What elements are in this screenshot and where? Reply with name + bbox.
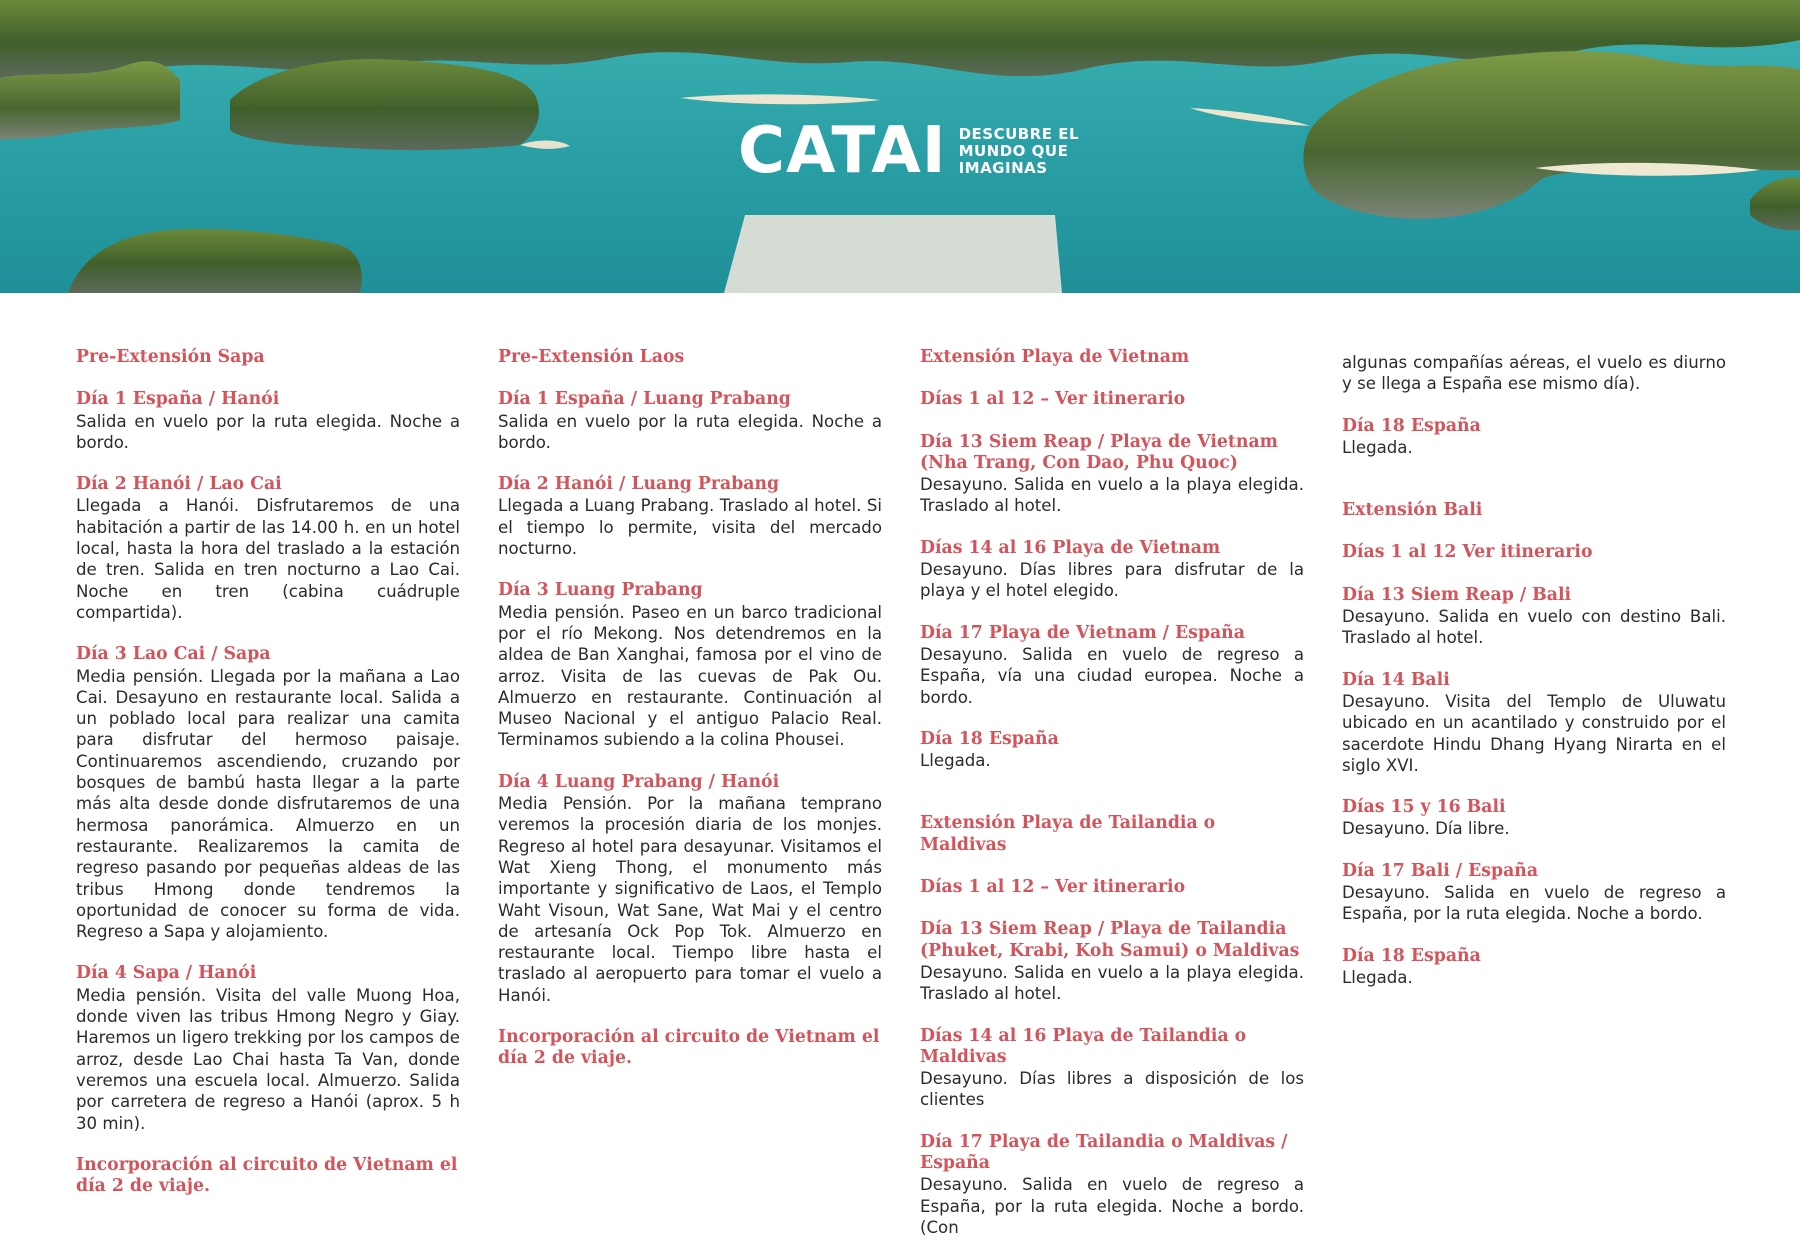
day-heading: Día 1 España / Hanói [76,389,280,410]
spacer [920,856,1304,877]
day-heading: Días 14 al 16 Playa de Vietnam [920,537,1221,558]
spacer [920,602,1304,623]
spacer [1342,395,1726,416]
spacer [1342,840,1726,861]
day-description: Desayuno. Visita del Templo de Uluwatu ubicado en un acantilado y construido por el sacerdote Hindu Dhang Hyang Nirarta en el siglo XVI. [1342,691,1726,775]
day-heading: Días 15 y 16 Bali [1342,797,1506,818]
day-description: Desayuno. Día libre. [1342,819,1510,839]
day-heading: Día 18 España [920,728,1059,749]
spacer [1342,564,1726,585]
day-heading: Día 13 Siem Reap / Playa de Vietnam (Nha Trang, Con Dao, Phu Quoc) [920,431,1278,473]
spacer [76,1134,460,1155]
day-description: Desayuno. Días libres a disposición de los clientes [920,1069,1304,1110]
spacer [76,453,460,474]
day-heading: Pre-Extensión Sapa [76,347,265,367]
day-description: Media pensión. Visita del valle Muong Hoa, donde viven las tribus Hmong Negro y Giay. Haremos un ligero trekking por los campos de arroz, desde Lao Chai hasta Ta Van, donde veremos una escuela local. Almuerzo. Salida por carretera de regreso a Hanói (aprox. 5 h 30 min). [76,985,460,1133]
spacer [498,453,882,474]
day-heading: Días 1 al 12 – Ver itinerario [920,877,1186,898]
column-extension-bali [1342,352,1726,988]
day-heading: Día 3 Luang Prabang [498,580,703,601]
day-description: Media Pensión. Por la mañana temprano veremos la procesión diaria de los monjes. Regreso al hotel para desayunar. Visitamos el Wat Xieng Thong, el monumento más importante y significativo de Laos, el Templo Waht Visoun, Wat Sane, Wat Mai y el centro de artesanía Ock Pop Tok. Almuerzo en restaurante local. Tiempo libre hasta el traslado al aeropuerto para tomar el vuelo a Hanói. [498,794,882,1005]
day-heading: Día 18 España [1342,415,1481,436]
spacer [920,898,1304,919]
spacer [498,751,882,772]
day-heading: Día 1 España / Luang Prabang [498,389,791,410]
section-spacer [1342,458,1726,500]
day-description: Salida en vuelo por la ruta elegida. Noche a bordo. [76,411,460,452]
day-heading: Extensión Bali [1342,500,1483,521]
spacer [76,368,460,389]
day-heading: Días 14 al 16 Playa de Tailandia o Maldivas [920,1025,1247,1067]
day-description: Llegada a Hanói. Disfrutaremos de una habitación a partir de las 14.00 h. en un hotel local, hasta la hora del traslado a la estación de tren. Salida en tren nocturno a Lao Cai. Noche en tren (cabina cuádruple compartida). [76,496,460,622]
spacer [920,1005,1304,1026]
day-description: Desayuno. Días libres para disfrutar de la playa y el hotel elegido. [920,560,1304,601]
day-heading: Día 2 Hanói / Luang Prabang [498,474,780,495]
tagline-line: MUNDO QUE [958,141,1069,160]
day-heading: Extensión Playa de Vietnam [920,347,1190,367]
day-heading: Día 13 Siem Reap / Bali [1342,584,1572,605]
spacer [1342,776,1726,797]
spacer [498,559,882,580]
logo-wordmark: CATAI [738,114,947,188]
spacer [76,623,460,644]
day-description: Llegada a Luang Prabang. Traslado al hotel. Si el tiempo lo permite, visita del mercado nocturno. [498,496,882,559]
day-description: Desayuno. Salida en vuelo con destino Bali. Traslado al hotel. [1342,607,1726,648]
day-heading: Día 17 Playa de Tailandia o Maldivas / España [920,1131,1288,1174]
day-description: Llegada. [1342,437,1413,457]
spacer [498,368,882,389]
day-description: Media pensión. Paseo en un barco tradicional por el río Mekong. Nos detendremos en la aldea de Ban Xanghai, famosa por el vino de arroz. Visita de las cuevas de Pak Ou. Almuerzo en restaurante. Continuación al Museo Nacional y el antiguo Palacio Real. Terminamos subiendo a la colina Phousei. [498,602,882,750]
spacer [920,368,1304,389]
spacer [920,517,1304,538]
day-heading: Días 1 al 12 Ver itinerario [1342,542,1593,563]
spacer [1342,649,1726,670]
day-heading: Incorporación al circuito de Vietnam el día 2 de viaje. [76,1154,458,1197]
tagline-line: DESCUBRE EL [958,124,1080,143]
spacer [920,708,1304,729]
day-description: Salida en vuelo por la ruta elegida. Noche a bordo. [498,411,882,452]
section-spacer [920,771,1304,813]
day-heading: Extensión Playa de Tailandia o Maldivas [920,813,1216,855]
day-description: Desayuno. Salida en vuelo a la playa elegida. Traslado al hotel. [920,962,1304,1004]
column-pre-extension-sapa [76,347,460,1197]
day-description: Desayuno. Salida en vuelo a la playa elegida. Traslado al hotel. [920,475,1304,516]
spacer [920,411,1304,432]
day-description: Media pensión. Llegada por la mañana a Lao Cai. Desayuno en restaurante local. Salida a un poblado local para realizar una camita para disfrutar del hermoso paisaje. Continuaremos ascendiendo, cruzando por bosques de bambú hasta llegar a la parte más alta desde donde disfrutaremos de una hermosa panorámica. Almuerzo en un restaurante. Realizaremos la camita de regreso pasando por pequeñas aldeas de las tribus Hmong donde tendremos la oportunidad de conocer su forma de vida. Regreso a Sapa y alojamiento. [76,666,460,942]
spacer [1342,925,1726,946]
day-heading: Día 13 Siem Reap / Playa de Tailandia (Phuket, Krabi, Koh Samui) o Maldivas [920,919,1300,961]
day-heading: Día 4 Luang Prabang / Hanói [498,771,780,792]
day-heading: Día 17 Bali / España [1342,860,1539,881]
day-heading: Día 17 Playa de Vietnam / España [920,622,1245,643]
spacer [920,1111,1304,1132]
day-heading: Día 18 España [1342,945,1481,966]
day-heading: Día 3 Lao Cai / Sapa [76,644,271,665]
day-description: Desayuno. Salida en vuelo de regreso a España, por la ruta elegida. Noche a bordo. (Con [920,1175,1304,1237]
day-heading: Día 4 Sapa / Hanói [76,963,257,984]
day-description: Llegada. [1342,967,1413,987]
tagline-line: IMAGINAS [958,158,1048,177]
day-heading: Días 1 al 12 – Ver itinerario [920,389,1186,410]
column-extension-beaches [920,347,1304,1238]
day-description: Desayuno. Salida en vuelo de regreso a España, por la ruta elegida. Noche a bordo. [1342,883,1726,924]
spacer [76,942,460,963]
day-heading: Incorporación al circuito de Vietnam el día 2 de viaje. [498,1027,880,1069]
day-heading: Día 2 Hanói / Lao Cai [76,474,282,495]
spacer [1342,521,1726,542]
day-description: algunas compañías aéreas, el vuelo es diurno y se llega a España ese mismo día). [1342,353,1726,394]
day-heading: Día 14 Bali [1342,669,1450,690]
day-heading: Pre-Extensión Laos [498,347,685,367]
day-description: Desayuno. Salida en vuelo de regreso a España, vía una ciudad europea. Noche a bordo. [920,644,1304,707]
day-description: Llegada. [920,751,991,771]
column-pre-extension-laos [498,347,882,1070]
spacer [498,1006,882,1027]
